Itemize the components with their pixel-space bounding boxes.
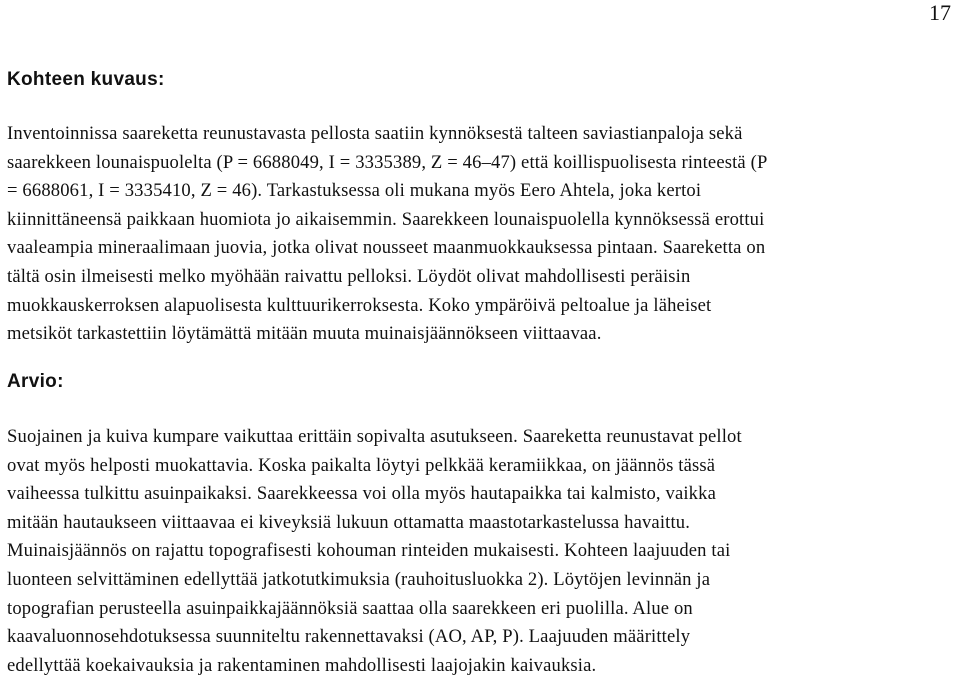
text-line: tältä osin ilmeisesti melko myöhään raivattu pelloksi. Löydöt olivat mahdollisesti peräisin — [7, 265, 691, 287]
text-line: kiinnittäneensä paikkaan huomiota jo aikaisemmin. Saarekkeen lounaispuolella kynnöksessä erottui — [7, 208, 765, 230]
page-number: 17 — [929, 0, 951, 25]
text-line: edellyttää koekaivauksia ja rakentaminen mahdollisesti laajojakin kaivauksia. — [7, 654, 597, 676]
text-line: topografian perusteella asuinpaikkajäännöksiä saattaa olla saarekkeen eri puolilla. Alue on — [7, 597, 693, 619]
text-line: = 6688061, I = 3335410, Z = 46). Tarkastuksessa oli mukana myös Eero Ahtela, joka kertoi — [7, 180, 702, 202]
text-line: metsiköt tarkastettiin löytämättä mitään muuta muinaisjäännökseen viittaavaa. — [7, 323, 602, 345]
section-heading-arvio: Arvio: — [7, 371, 64, 392]
text-line: luonteen selvittäminen edellyttää jatkotutkimuksia (rauhoitusluokka 2). Löytöjen levinnän ja — [7, 568, 711, 590]
text-line: saarekkeen lounaispuolelta (P = 6688049, I = 3335389, Z = 46–47) että koillispuolisesta rinteestä (P — [7, 151, 768, 173]
paragraph-kohteen-kuvaus — [7, 120, 953, 349]
paragraph-arvio — [7, 423, 953, 680]
text-line: ovat myös helposti muokattavia. Koska paikalta löytyi pelkkää keramiikkaa, on jäännös tässä — [7, 454, 716, 476]
section-heading-kohteen-kuvaus: Kohteen kuvaus: — [7, 69, 165, 90]
text-line: mitään hautaukseen viittaavaa ei kiveyksiä lukuun ottamatta maastotarkastelussa havaittu. — [7, 511, 691, 533]
text-line: Inventoinnissa saareketta reunustavasta pellosta saatiin kynnöksestä talteen saviastianpaloja sekä — [7, 123, 743, 144]
text-line: vaiheessa tulkittu asuinpaikaksi. Saarekkeessa voi olla myös hautapaikka tai kalmisto, vaikka — [7, 483, 716, 505]
text-line: vaaleampia mineraalimaan juovia, jotka olivat nousseet maanmuokkauksessa pintaan. Saareketta on — [7, 237, 766, 259]
text-line: Muinaisjäännös on rajattu topografisesti kohouman rinteiden mukaisesti. Kohteen laajuuden tai — [7, 540, 731, 562]
text-line: kaavaluonnosehdotuksessa suunniteltu rakennettavaksi (AO, AP, P). Laajuuden määrittely — [7, 626, 691, 648]
text-line: muokkauskerroksen alapuolisesta kulttuurikerroksesta. Koko ympäröivä peltoalue ja läheiset — [7, 294, 712, 316]
text-line: Suojainen ja kuiva kumpare vaikuttaa erittäin sopivalta asutukseen. Saareketta reunustavat pellot — [7, 426, 742, 447]
